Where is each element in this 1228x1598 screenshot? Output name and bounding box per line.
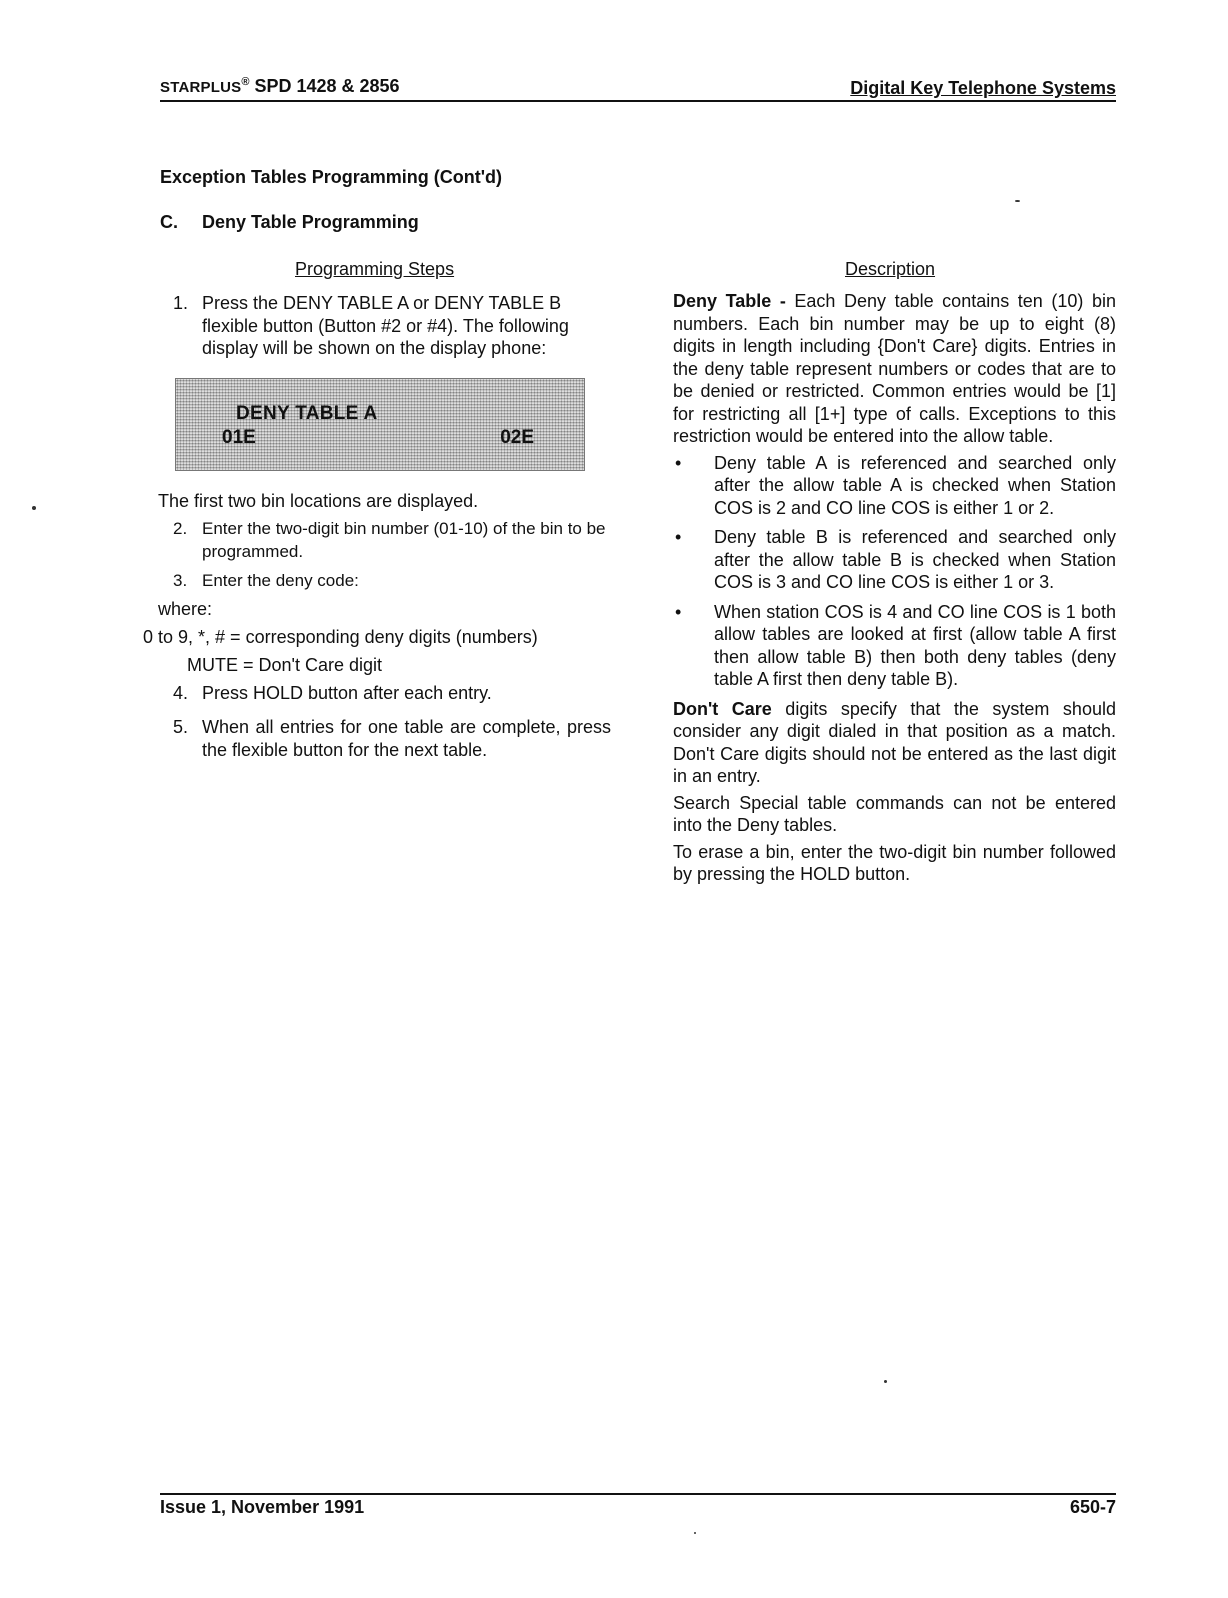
step-text: Press HOLD button after each entry. bbox=[202, 683, 492, 703]
bullet-item bbox=[673, 452, 1116, 520]
step-4 bbox=[173, 682, 603, 705]
step-number: 4. bbox=[173, 683, 189, 703]
intro-text: Each Deny table contains ten (10) bin numbers. Each bin number may be up to eight (8) digits in length including {Don't Care} digits. Entries in the deny table represent numbers or codes that are to be denied or restricted. Common entries would be [1] for restricting all [1+] type of calls. Exceptions to this restriction would be entered into the allow table. bbox=[673, 291, 1116, 446]
bullet-icon: • bbox=[675, 527, 682, 547]
subsection-text: Deny Table Programming bbox=[202, 212, 419, 232]
deny-table-intro bbox=[673, 290, 1116, 448]
scan-speck bbox=[884, 1380, 887, 1383]
programming-steps-heading: Programming Steps bbox=[295, 259, 455, 279]
scan-speck bbox=[32, 506, 36, 510]
step-5 bbox=[173, 716, 611, 761]
display-bin-2: 02E bbox=[500, 427, 534, 448]
dont-care-label: Don't Care bbox=[673, 698, 772, 719]
bullet-icon: • bbox=[675, 452, 682, 473]
step-1 bbox=[173, 292, 613, 360]
where-label: where: bbox=[158, 599, 213, 619]
subsection-title bbox=[160, 212, 419, 233]
display-line-1: DENY TABLE A bbox=[236, 403, 378, 424]
display-phone-screen bbox=[175, 378, 585, 471]
dont-care-text: digits specify that the system should consider any digit dialed in that position as a match. Don't Care digits should not be entered as the last digit in an entry. bbox=[673, 698, 1116, 786]
step-number: 2. bbox=[173, 519, 188, 538]
definition-mute: MUTE = Don't Care digit bbox=[187, 655, 383, 675]
step-text: Press the DENY TABLE A or DENY TABLE B flexible button (Button #2 or #4). The following display will be shown on the display phone: bbox=[202, 293, 569, 358]
step-text: When all entries for one table are complete, press the flexible button for the next table. bbox=[202, 717, 611, 760]
erase-bin-paragraph: To erase a bin, enter the two-digit bin number followed by pressing the HOLD button. bbox=[673, 841, 1116, 884]
footer-issue: Issue 1, November 1991 bbox=[160, 1497, 365, 1517]
header-rule bbox=[160, 100, 1116, 102]
step-number: 3. bbox=[173, 571, 188, 590]
scan-speck bbox=[1015, 200, 1020, 202]
brand-name: STARPLUS bbox=[160, 79, 242, 96]
step-text: Enter the deny code: bbox=[202, 571, 359, 590]
bullet-item bbox=[673, 601, 1116, 691]
dont-care-paragraph bbox=[673, 698, 1116, 788]
scan-speck bbox=[694, 1532, 696, 1534]
subsection-label: C. bbox=[160, 212, 178, 232]
model-name: SPD 1428 & 2856 bbox=[254, 76, 400, 96]
bullet-text: When station COS is 4 and CO line COS is 1 both allow tables are looked at first (allow table A first then allow table B) then both deny tables (deny table A first then deny table B). bbox=[714, 601, 1116, 689]
header-system: Digital Key Telephone Systems bbox=[850, 78, 1116, 98]
display-bin-1: 01E bbox=[222, 427, 256, 448]
intro-label: Deny Table - bbox=[673, 291, 786, 311]
definition-digits: 0 to 9, *, # = corresponding deny digits (numbers) bbox=[143, 627, 538, 647]
registered-mark: ® bbox=[241, 76, 250, 88]
step-number: 1. bbox=[173, 293, 189, 313]
header-title bbox=[160, 76, 400, 97]
bullet-item bbox=[673, 526, 1116, 594]
bins-displayed-note: The first two bin locations are displayed. bbox=[158, 491, 479, 511]
step-3 bbox=[173, 570, 603, 593]
footer-rule bbox=[160, 1493, 1116, 1495]
step-text: Enter the two-digit bin number (01-10) of the bin to be programmed. bbox=[202, 519, 606, 561]
section-title: Exception Tables Programming (Cont'd) bbox=[160, 167, 502, 187]
bullet-icon: • bbox=[675, 601, 682, 622]
description-column bbox=[673, 290, 1116, 890]
bullet-text: Deny table B is referenced and searched only after the allow table B is checked when Station COS is 3 and CO line COS is either 1 or 3. bbox=[714, 527, 1116, 592]
footer-page-number: 650-7 bbox=[1069, 1497, 1116, 1517]
description-heading: Description bbox=[845, 259, 936, 279]
bullet-text: Deny table A is referenced and searched only after the allow table A is checked when Station COS is 2 and CO line COS is either 1 or 2. bbox=[714, 452, 1116, 518]
step-number: 5. bbox=[173, 717, 189, 737]
step-2 bbox=[173, 518, 608, 563]
search-special-paragraph: Search Special table commands can not be entered into the Deny tables. bbox=[673, 792, 1116, 835]
